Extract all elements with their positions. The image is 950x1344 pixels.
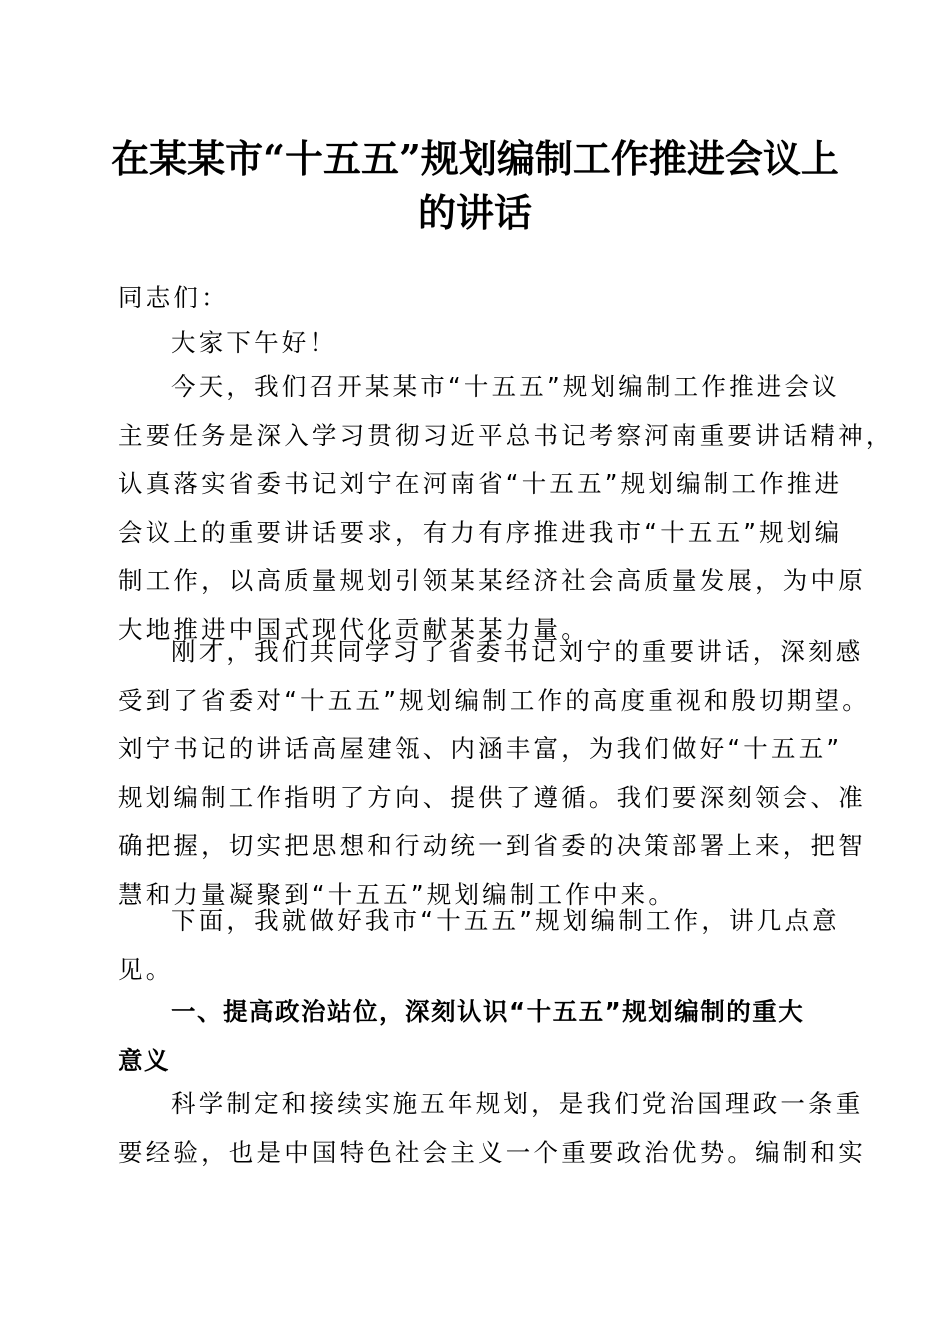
paragraph-line: 认真落实省委书记刘宁在河南省“十五五”规划编制工作推进 xyxy=(118,469,843,498)
paragraph-line: 规划编制工作指明了方向、提供了遵循。我们要深刻领会、准 xyxy=(118,782,866,812)
paragraph-line: 刚才，我们共同学习了省委书记刘宁的重要讲话，深刻感 xyxy=(171,637,864,666)
paragraph-line: 下面，我就做好我市“十五五”规划编制工作，讲几点意 xyxy=(171,906,840,935)
paragraph-line: 大地推进中国式现代化贡献某某力量。 xyxy=(118,614,589,644)
paragraph-line: 制工作，以高质量规划引领某某经济社会高质量发展，为中原 xyxy=(118,566,866,595)
section-heading-1 xyxy=(118,988,830,1085)
paragraph-line: 确把握，切实把思想和行动统一到省委的决策部署上来，把智 xyxy=(118,831,866,860)
paragraph-line: 慧和力量凝聚到“十五五”规划编制工作中来。 xyxy=(118,879,677,909)
paragraph-1 xyxy=(118,363,894,654)
paragraph-2 xyxy=(118,628,870,919)
paragraph-line: 受到了省委对“十五五”规划编制工作的高度重视和殷切期望。 xyxy=(118,685,870,715)
paragraph-3 xyxy=(118,897,840,994)
title-line-1: 在某某市“十五五”规划编制工作推进会议上 xyxy=(111,136,839,181)
paragraph-line: 刘宁书记的讲话高屋建瓴、内涵丰富，为我们做好“十五五” xyxy=(118,734,843,763)
heading-line: 一、提高政治站位，深刻认识“十五五”规划编制的重大 xyxy=(171,997,805,1026)
document-title xyxy=(100,132,850,240)
paragraph-line: 主要任务是深入学习贯彻习近平总书记考察河南重要讲话精神， xyxy=(118,420,894,450)
paragraph-line: 科学制定和接续实施五年规划，是我们党治国理政一条重 xyxy=(171,1089,864,1118)
salutation: 同志们： xyxy=(118,283,229,312)
paragraph-line: 要经验，也是中国特色社会主义一个重要政治优势。编制和实 xyxy=(118,1137,866,1167)
paragraph-4 xyxy=(118,1080,866,1177)
paragraph-line: 见。 xyxy=(118,954,174,984)
heading-line: 意义 xyxy=(118,1045,170,1075)
title-line-2: 的讲话 xyxy=(417,190,532,235)
paragraph-line: 今天，我们召开某某市“十五五”规划编制工作推进会议 xyxy=(171,372,840,401)
greeting: 大家下午好！ xyxy=(171,328,338,357)
paragraph-line: 会议上的重要讲话要求，有力有序推进我市“十五五”规划编 xyxy=(118,517,843,547)
